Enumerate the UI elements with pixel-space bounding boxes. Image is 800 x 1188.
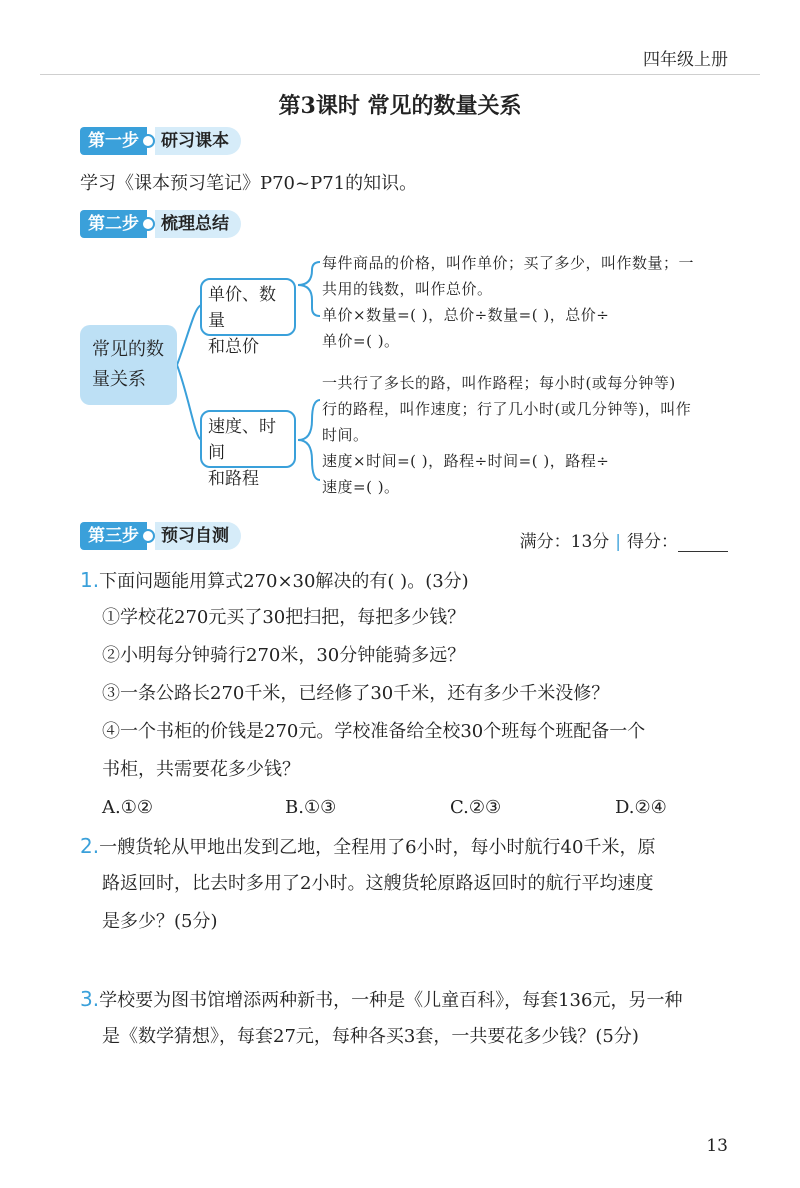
q1-option-d[interactable]: D.②④ xyxy=(615,797,667,818)
q2-text-1: 一艘货轮从甲地出发到乙地，全程用了6小时，每小时航行40千米，原 xyxy=(99,837,656,858)
q1-item-4-cont: 书柜，共需要花多少钱？ xyxy=(102,759,300,780)
q3-text-2: 是《数学猜想》，每套27元，每种各买3套，一共要花多少钱？(5分) xyxy=(102,1026,639,1047)
q3-text-1: 学校要为图书馆增添两种新书，一种是《儿童百科》，每套136元，另一种 xyxy=(99,990,683,1011)
page-title: 第3课时 常见的数量关系 xyxy=(278,93,522,119)
q2-text-2: 路返回时，比去时多用了2小时。这艘货轮原路返回时的航行平均速度 xyxy=(102,873,654,894)
q2-line-1 xyxy=(80,834,655,860)
step-dot-icon xyxy=(141,529,155,543)
score-blank[interactable] xyxy=(678,535,728,552)
branch-speed-desc xyxy=(322,370,691,500)
branch-price-desc xyxy=(322,250,694,354)
step-1-name: 研习课本 xyxy=(155,127,241,155)
branch-price-desc-3: 单价×数量=( )，总价÷数量=( )，总价÷ xyxy=(322,306,610,324)
q3-line-1 xyxy=(80,987,682,1013)
q1-option-a[interactable]: A.①② xyxy=(102,797,153,818)
branch-price-desc-1: 每件商品的价格，叫作单价；买了多少，叫作数量；一 xyxy=(322,254,695,272)
branch-speed-desc-2: 行的路程，叫作速度；行了几小时(或几分钟等)，叫作 xyxy=(322,400,692,418)
score-box xyxy=(520,527,728,552)
branch-speed-desc-5: 速度=( )。 xyxy=(322,478,400,496)
step-3-header xyxy=(80,522,241,550)
full-score: 满分：13分 xyxy=(519,532,610,552)
q1-stem-line xyxy=(80,568,469,594)
q1-item-2: ②小明每分钟骑行270米，30分钟能骑多远？ xyxy=(102,645,466,666)
branch-speed-line-1: 速度、时间 xyxy=(208,417,276,463)
branch-price-line-2: 和总价 xyxy=(208,337,259,357)
mindmap-branch-price xyxy=(200,278,296,357)
step-2-name: 梳理总结 xyxy=(155,210,241,238)
score-label: 得分： xyxy=(627,532,678,552)
page-number: 13 xyxy=(706,1136,728,1156)
branch-speed-line-2: 和路程 xyxy=(208,469,259,489)
q1-stem: 下面问题能用算式270×30解决的有( )。(3分) xyxy=(99,571,469,592)
branch-price-desc-2: 共用的钱数，叫作总价。 xyxy=(322,280,493,298)
branch-speed-desc-4: 速度×时间=( )，路程÷时间=( )，路程÷ xyxy=(322,452,610,470)
mindmap-root xyxy=(80,325,177,405)
step-2-tag: 第二步 xyxy=(80,210,147,238)
step-1-text: 学习《课本预习笔记》P70~P71的知识。 xyxy=(80,173,418,194)
q1-option-c[interactable]: C.②③ xyxy=(450,797,502,818)
q1-item-1: ①学校花270元买了30把扫把，每把多少钱？ xyxy=(102,607,466,628)
branch-speed-desc-1: 一共行了多长的路，叫作路程；每小时(或每分钟等) xyxy=(322,374,676,392)
branch-price-desc-4: 单价=( )。 xyxy=(322,332,400,350)
score-divider: | xyxy=(615,532,621,552)
mindmap-root-line-1: 常见的数 xyxy=(92,339,164,360)
mindmap-branch-speed xyxy=(200,410,296,489)
grade-label: 四年级上册 xyxy=(643,50,728,70)
q1-item-4: ④一个书柜的价钱是270元。学校准备给全校30个班每个班配备一个 xyxy=(102,721,646,742)
q3-number: 3. xyxy=(80,987,100,1011)
step-3-tag: 第三步 xyxy=(80,522,147,550)
branch-price-line-1: 单价、数量 xyxy=(208,285,276,331)
q1-item-3: ③一条公路长270千米，已经修了30千米，还有多少千米没修？ xyxy=(102,683,610,704)
q2-text-3: 是多少？(5分) xyxy=(102,911,218,932)
q1-option-b[interactable]: B.①③ xyxy=(285,797,337,818)
q1-number: 1. xyxy=(80,568,100,592)
branch-speed-desc-3: 时间。 xyxy=(322,426,369,444)
step-3-name: 预习自测 xyxy=(155,522,241,550)
step-1-tag: 第一步 xyxy=(80,127,147,155)
mindmap-root-line-2: 量关系 xyxy=(92,369,146,390)
q2-number: 2. xyxy=(80,834,100,858)
